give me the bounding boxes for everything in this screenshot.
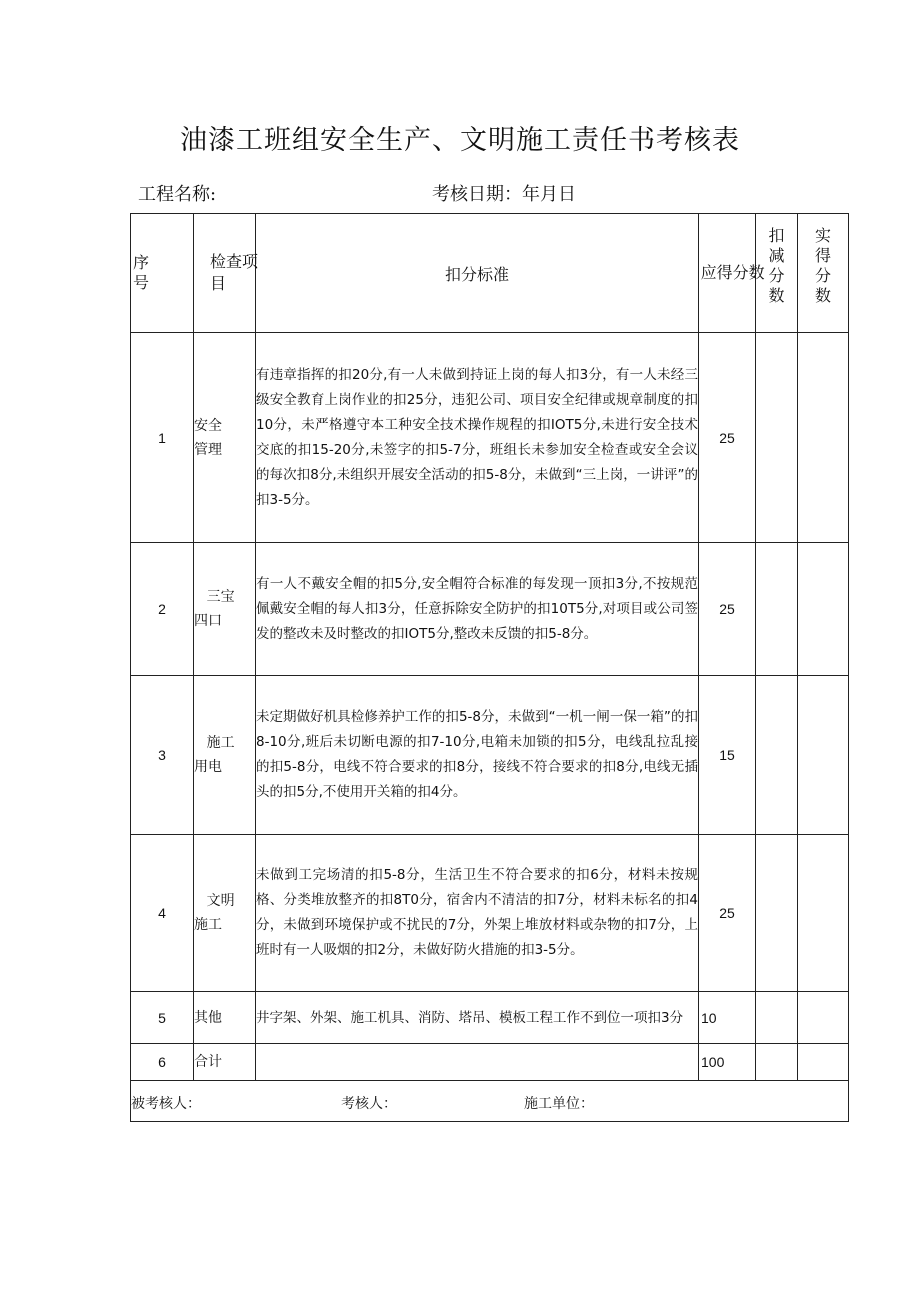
- row-item: 三宝四口: [194, 543, 256, 676]
- row-actual-cell[interactable]: [798, 1044, 849, 1081]
- row-actual-cell[interactable]: [798, 992, 849, 1044]
- row-seq: 4: [131, 835, 194, 992]
- table-row: [131, 333, 849, 543]
- row-deduct-cell[interactable]: [756, 333, 798, 543]
- row-standard: 有违章指挥的扣20分,有一人未做到持证上岗的每人扣3分，有一人未经三级安全教育上岗作业的扣25分，违犯公司、项目安全纪律或规章制度的扣10分，未严格遵守本工种安全技术操作规程的扣IOT5分,未进行安全技术交底的扣15-20分,未签字的扣5-7分，班组长未参加安全检查或安全会议的每次扣8分,未组织开展安全活动的扣5-8分，未做到“三上岗，一讲评”的扣3-5分。: [256, 333, 699, 543]
- project-name-label: 工程名称:: [138, 184, 217, 205]
- row-score: 15: [699, 676, 756, 835]
- table-row: [131, 676, 849, 835]
- row-score: 100: [699, 1044, 756, 1081]
- row-item: 其他: [194, 992, 256, 1044]
- row-deduct-cell[interactable]: [756, 1044, 798, 1081]
- header-check-item: 检查项目: [194, 214, 256, 333]
- table-row: [131, 543, 849, 676]
- row-actual-cell[interactable]: [798, 333, 849, 543]
- row-item: 合计: [194, 1044, 256, 1081]
- row-item: 施工用电: [194, 676, 256, 835]
- row-standard: 未做到工完场清的扣5-8分，生活卫生不符合要求的扣6分，材料未按规格、分类堆放整齐的扣8T0分，宿舍内不清洁的扣7分，材料未标名的扣4分，未做到环境保护或不扰民的7分，外架上堆放材料或杂物的扣7分，上班时有一人吸烟的扣2分，未做好防火措施的扣3-5分。: [256, 835, 699, 992]
- assessor-label: 考核人：: [341, 1096, 397, 1112]
- row-score: 25: [699, 543, 756, 676]
- row-score: 10: [699, 992, 756, 1044]
- assessment-table: [130, 213, 849, 1122]
- header-row: [131, 214, 849, 333]
- row-seq: 1: [131, 333, 194, 543]
- row-item: 安全管理: [194, 333, 256, 543]
- signature-cell: [131, 1081, 849, 1122]
- row-deduct-cell[interactable]: [756, 835, 798, 992]
- row-deduct-cell[interactable]: [756, 992, 798, 1044]
- assessment-date-label: 考核日期：年月日: [432, 184, 576, 205]
- row-standard: 有一人不戴安全帽的扣5分,安全帽符合标准的每发现一顶扣3分,不按规范佩戴安全帽的每人扣3分，任意拆除安全防护的扣10T5分,对项目或公司签发的整改未及时整改的扣IOT5分,整改未反馈的扣5-8分。: [256, 543, 699, 676]
- row-seq: 2: [131, 543, 194, 676]
- table-row: [131, 835, 849, 992]
- header-seq: 序号: [131, 214, 194, 333]
- header-deducted: 扣减分数: [756, 214, 798, 333]
- row-score: 25: [699, 835, 756, 992]
- row-deduct-cell[interactable]: [756, 676, 798, 835]
- row-actual-cell[interactable]: [798, 543, 849, 676]
- row-deduct-cell[interactable]: [756, 543, 798, 676]
- header-deduction-standard: 扣分标准: [256, 214, 699, 333]
- row-seq: 6: [131, 1044, 194, 1081]
- header-actual-score: 实得分数: [798, 214, 849, 333]
- page-title: 油漆工班组安全生产、文明施工责任书考核表: [180, 125, 740, 156]
- row-item: 文明施工: [194, 835, 256, 992]
- assessed-person-label: 被考核人：: [131, 1096, 201, 1112]
- signature-row: [131, 1081, 849, 1122]
- row-seq: 3: [131, 676, 194, 835]
- row-standard: [256, 1044, 699, 1081]
- row-score: 25: [699, 333, 756, 543]
- row-seq: 5: [131, 992, 194, 1044]
- table-row: [131, 1044, 849, 1081]
- construction-unit-label: 施工单位：: [524, 1096, 594, 1112]
- row-actual-cell[interactable]: [798, 676, 849, 835]
- row-standard: 未定期做好机具检修养护工作的扣5-8分，未做到“一机一闸一保一箱”的扣8-10分,班后未切断电源的扣7-10分,电箱未加锁的扣5分，电线乱拉乱接的扣5-8分，电线不符合要求的扣8分，接线不符合要求的扣8分,电线无插头的扣5分,不使用开关箱的扣4分。: [256, 676, 699, 835]
- row-actual-cell[interactable]: [798, 835, 849, 992]
- row-standard: 井字架、外架、施工机具、消防、塔吊、模板工程工作不到位一项扣3分: [256, 992, 699, 1044]
- header-score-due: 应得分数: [699, 214, 756, 333]
- table-row: [131, 992, 849, 1044]
